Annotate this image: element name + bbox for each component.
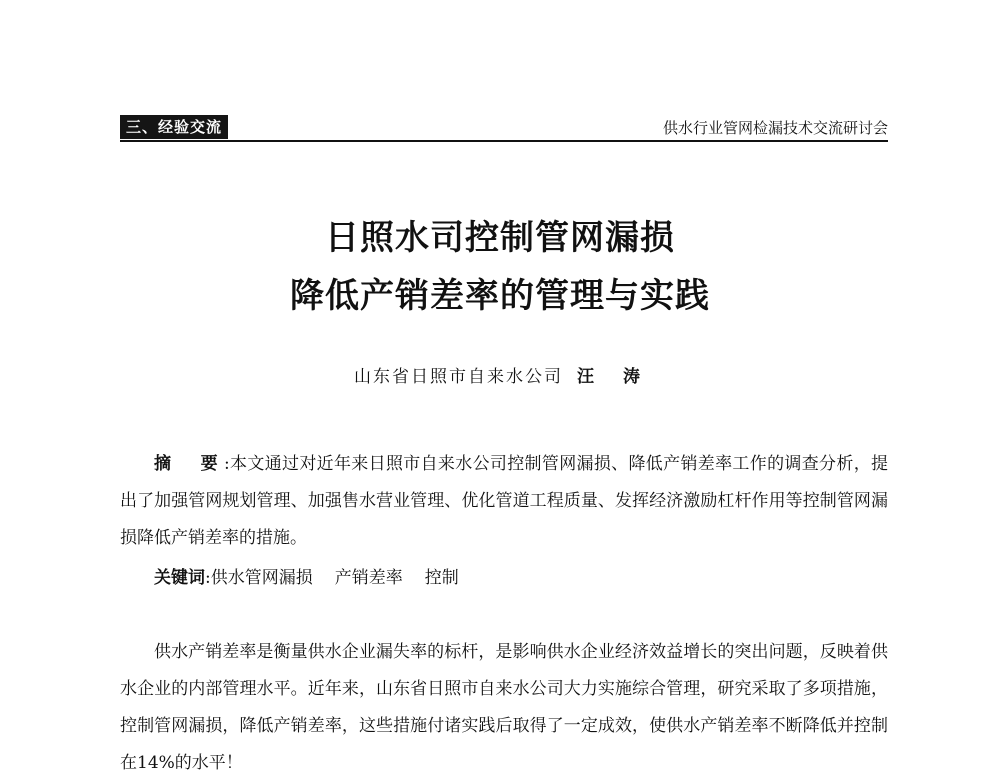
keywords: [154, 563, 481, 593]
abstract-label: 摘 要: [154, 454, 224, 474]
author-name: 汪 涛: [577, 367, 646, 387]
body-paragraph: 供水产销差率是衡量供水企业漏失率的标杆，是影响供水企业经济效益增长的突出问题，反映着供水企业的内部管理水平。近年来，山东省日照市自来水公司大力实施综合管理，研究采取了多项措施，控制管网漏损，降低产销差率，这些措施付诸实践后取得了一定成效，使供水产销差率不断降低并控制在14%的水平！: [120, 642, 888, 773]
section-tag: 三、经验交流: [120, 115, 228, 139]
author-affiliation: 山东省日照市自来水公司: [354, 367, 563, 387]
keyword-item: 供水管网漏损: [210, 568, 313, 588]
abstract-text: 本文通过对近年来日照市自来水公司控制管网漏损、降低产销差率工作的调查分析，提出了加强管网规划管理、加强售水营业管理、优化管道工程质量、发挥经济激励杠杆作用等控制管网漏损降低产销差率的措施。: [120, 454, 889, 548]
paper-title-line-1: 日照水司控制管网漏损: [325, 218, 675, 258]
abstract-colon: :: [223, 454, 230, 474]
paper-title-line-2: 降低产销差率的管理与实践: [290, 276, 710, 316]
keyword-item: 控制: [424, 568, 459, 588]
author-line: [0, 362, 1000, 387]
header-divider: [120, 140, 888, 142]
conference-title: 供水行业管网检漏技术交流研讨会: [662, 119, 888, 137]
keyword-item: 产销差率: [334, 568, 403, 588]
keywords-label: 关键词: [154, 568, 205, 588]
abstract: [120, 446, 888, 557]
keywords-colon: :: [205, 568, 211, 588]
